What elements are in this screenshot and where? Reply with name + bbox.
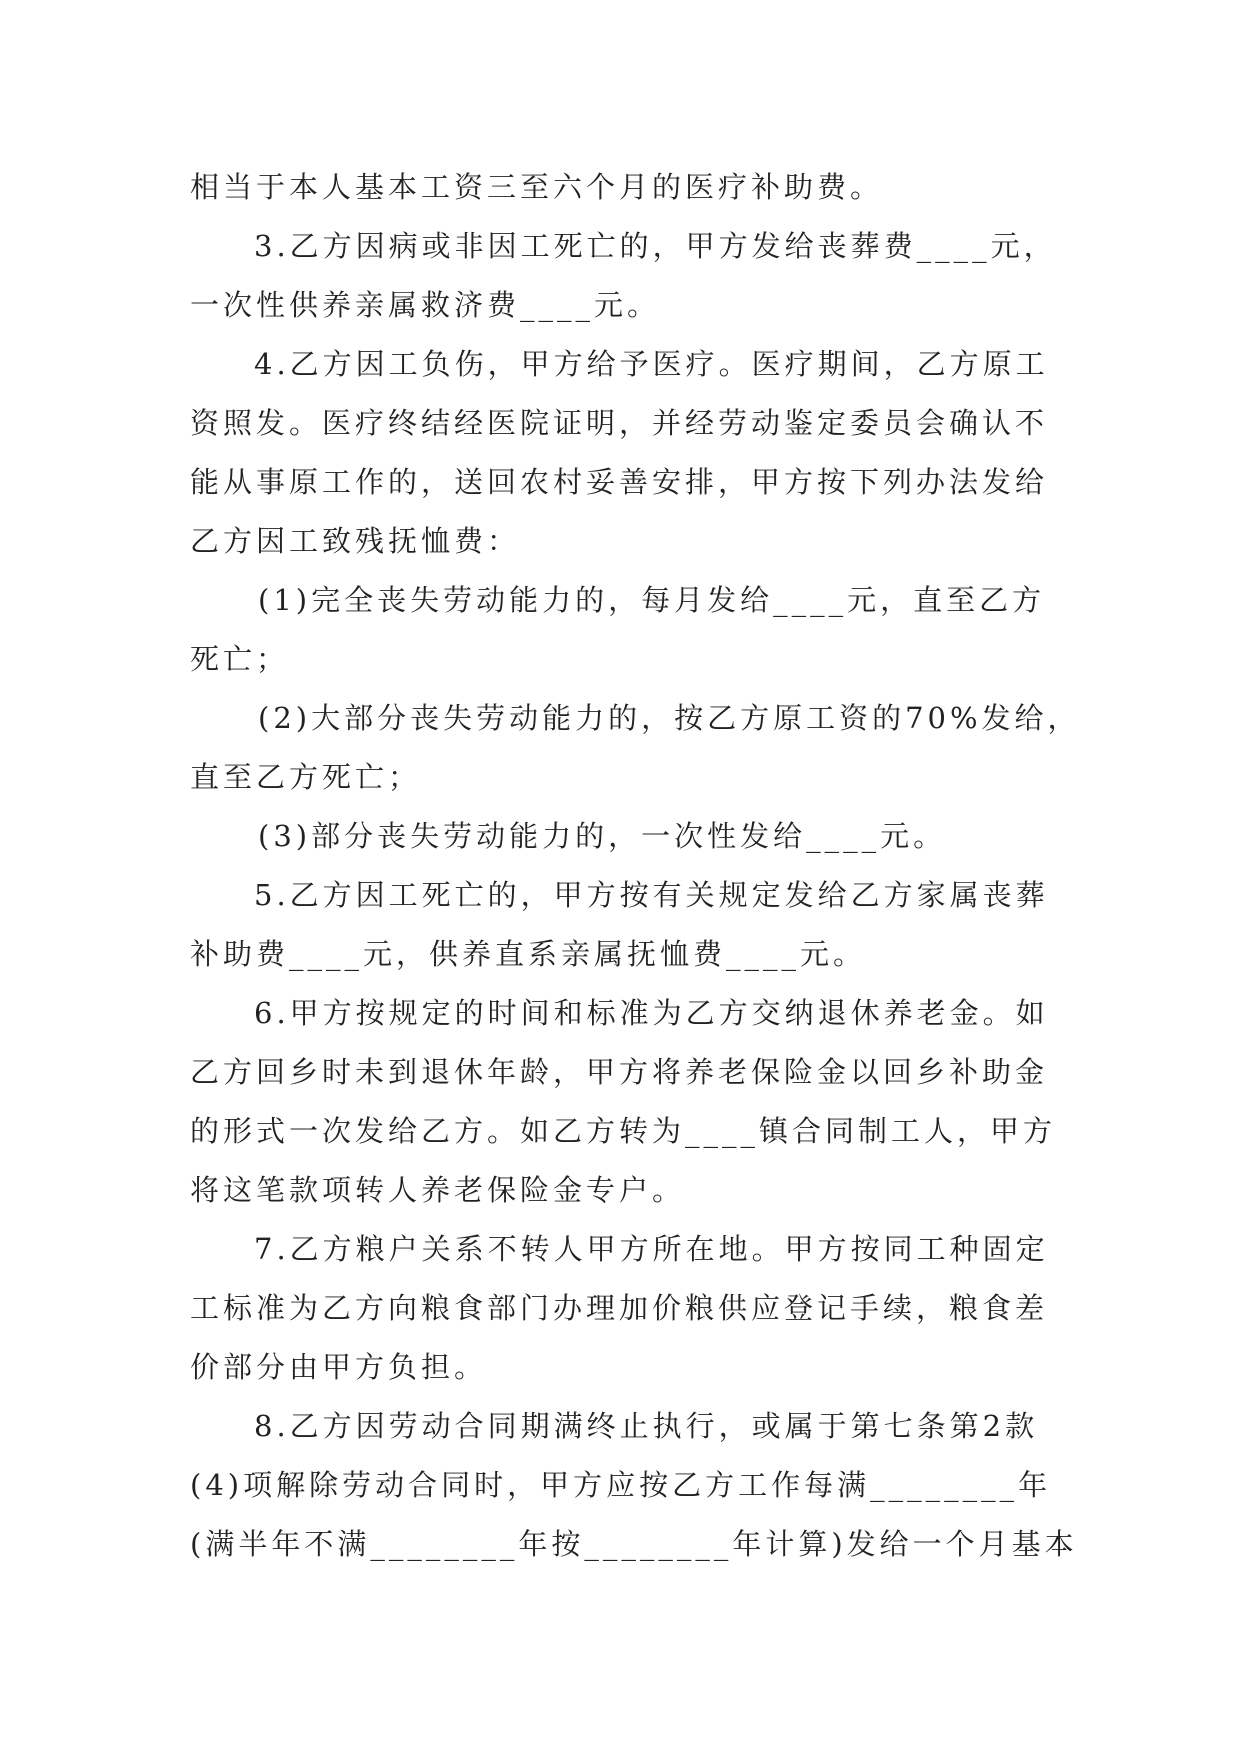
- text-line: 乙方回乡时未到退休年龄，甲方将养老保险金以回乡补助金: [190, 1055, 1049, 1089]
- clause-5: 5.乙方因工死亡的，甲方按有关规定发给乙方家属丧葬: [254, 878, 1049, 912]
- item-2: (2)大部分丧失劳动能力的，按乙方原工资的70%发给，: [258, 701, 1081, 735]
- text-line: 相当于本人基本工资三至六个月的医疗补助费。: [190, 170, 884, 204]
- text-line: 能从事原工作的，送回农村妥善安排，甲方按下列办法发给: [190, 465, 1049, 499]
- text-line: 补助费____元，供养直系亲属抚恤费____元。: [190, 937, 867, 971]
- text-line: (4)项解除劳动合同时，甲方应按乙方工作每满________年: [190, 1468, 1052, 1502]
- clause-3: 3.乙方因病或非因工死亡的，甲方发给丧葬费____元，: [254, 229, 1057, 263]
- text-line: 的形式一次发给乙方。如乙方转为____镇合同制工人，甲方: [190, 1114, 1057, 1148]
- text-line: 将这笔款项转人养老保险金专户。: [190, 1173, 686, 1207]
- text-line: 乙方因工致残抚恤费：: [190, 524, 521, 558]
- contract-text: [190, 158, 1081, 1574]
- clause-4: 4.乙方因工负伤，甲方给予医疗。医疗期间，乙方原工: [254, 347, 1049, 381]
- item-3: (3)部分丧失劳动能力的，一次性发给____元。: [258, 819, 947, 853]
- text-line: 死亡；: [190, 642, 290, 676]
- clause-7: 7.乙方粮户关系不转人甲方所在地。甲方按同工种固定: [254, 1232, 1049, 1266]
- text-line: 价部分由甲方负担。: [190, 1350, 488, 1384]
- text-line: 一次性供养亲属救济费____元。: [190, 288, 661, 322]
- text-line: 资照发。医疗终结经医院证明，并经劳动鉴定委员会确认不: [190, 406, 1049, 440]
- text-line: (满半年不满________年按________年计算)发给一个月基本: [190, 1527, 1078, 1561]
- clause-8: 8.乙方因劳动合同期满终止执行，或属于第七条第2款: [254, 1409, 1039, 1443]
- text-line: 工标准为乙方向粮食部门办理加价粮供应登记手续，粮食差: [190, 1291, 1049, 1325]
- clause-6: 6.甲方按规定的时间和标准为乙方交纳退休养老金。如: [254, 996, 1049, 1030]
- item-1: (1)完全丧失劳动能力的，每月发给____元，直至乙方: [258, 583, 1046, 617]
- text-line: 直至乙方死亡；: [190, 760, 422, 794]
